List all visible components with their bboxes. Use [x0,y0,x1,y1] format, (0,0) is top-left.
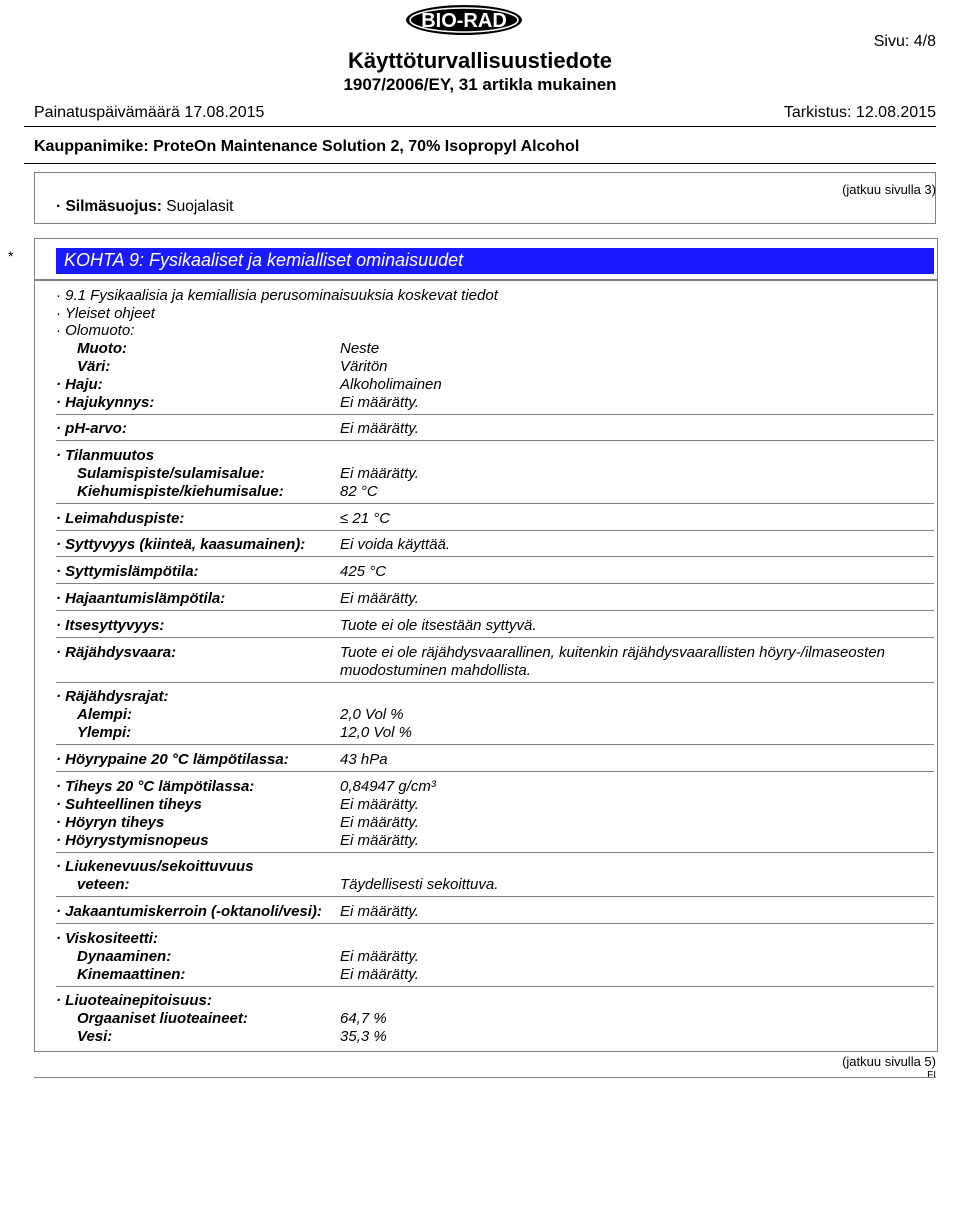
property-label: · pH-arvo: [56,420,127,437]
property-value: Ei voida käyttää. [340,536,451,553]
property-label: · Syttyvyys (kiinteä, kaasumainen): [56,536,306,553]
property-row [56,724,916,742]
property-label: · Höyrystymisnopeus [56,832,209,849]
property-value: Ei määrätty. [340,465,419,482]
property-label: · Suhteellinen tiheys [56,796,202,813]
property-value: Ei määrätty. [340,796,419,813]
property-value: Ei määrätty. [340,394,419,411]
eye-protection-value: Suojalasit [166,198,234,215]
property-value: Ei määrätty. [340,903,419,920]
property-row [56,644,916,680]
continued-from: (jatkuu sivulla 3) [842,182,936,197]
property-row [56,778,916,796]
revision-date: Tarkistus: 12.08.2015 [783,104,936,121]
property-label: Kinemaattinen: [77,966,186,983]
row-divider [56,530,934,531]
property-value: Ei määrätty. [340,814,419,831]
property-row [56,617,916,635]
row-divider [56,610,934,611]
bio-rad-logo [405,4,523,36]
row-divider [56,852,934,853]
document-subtitle: 1907/2006/EY, 31 artikla mukainen [343,75,617,94]
row-divider [56,503,934,504]
page-number: Sivu: 4/8 [873,33,936,50]
property-row [56,751,916,769]
trade-name: Kauppanimike: ProteOn Maintenance Solution 2, 70% Isopropyl Alcohol [34,138,580,155]
property-label: · Hajukynnys: [56,394,155,411]
property-row [56,590,916,608]
property-label: · Liukenevuus/sekoittuvuus [56,858,254,875]
property-row [56,287,916,305]
property-row [56,832,916,850]
property-label: veteen: [77,876,130,893]
row-divider [56,414,934,415]
property-row [56,903,916,921]
property-row [56,688,916,706]
property-row [56,358,916,376]
property-row [56,948,916,966]
row-divider [56,440,934,441]
property-label: · Höyrypaine 20 °C lämpötilassa: [56,751,289,768]
property-label: · Hajaantumislämpötila: [56,590,226,607]
property-value: 12,0 Vol % [340,724,412,741]
property-row [56,394,916,412]
row-divider [56,896,934,897]
property-value: 82 °C [340,483,378,500]
property-value: 64,7 % [340,1010,387,1027]
property-value: Väritön [340,358,388,375]
property-value: Ei määrätty. [340,832,419,849]
property-label: · Höyryn tiheys [56,814,165,831]
property-label: · Jakaantumiskerroin (-oktanoli/vesi): [56,903,322,920]
continued-on: (jatkuu sivulla 5) [842,1054,936,1069]
row-divider [56,923,934,924]
property-row [56,322,916,340]
property-row [56,563,916,581]
property-value: 2,0 Vol % [340,706,404,723]
property-label: · Itsesyttyvyys: [56,617,165,634]
revision-marker: * [8,248,14,264]
language-code: FI [927,1070,936,1081]
property-row [56,536,916,554]
property-row [56,796,916,814]
property-row [56,930,916,948]
property-value: 35,3 % [340,1028,387,1045]
row-divider [56,771,934,772]
property-label: Muoto: [77,340,127,357]
property-label: · Viskositeetti: [56,930,158,947]
property-value: Ei määrätty. [340,590,419,607]
property-row [56,447,916,465]
property-row [56,420,916,438]
property-label: · Syttymislämpötila: [56,563,199,580]
section-title: KOHTA 9: Fysikaaliset ja kemialliset ominaisuudet [64,250,464,270]
property-value: ≤ 21 °C [340,510,391,527]
row-divider [56,556,934,557]
property-row [56,376,916,394]
property-row [56,340,916,358]
property-label: · Tilanmuutos [56,447,155,464]
footer-divider [34,1077,936,1078]
property-label: Alempi: [77,706,133,723]
property-value: Ei määrätty. [340,420,419,437]
row-divider [56,583,934,584]
property-label: Väri: [77,358,111,375]
property-row [56,992,916,1010]
property-label: · Haju: [56,376,103,393]
print-date: Painatuspäivämäärä 17.08.2015 [34,104,265,121]
property-label: Sulamispiste/sulamisalue: [77,465,265,482]
property-row [56,966,916,984]
property-row [56,876,916,894]
svg-text:BIO-RAD: BIO-RAD [421,10,507,32]
trade-divider [24,163,936,164]
property-row [56,706,916,724]
property-label: · Yleiset ohjeet [56,305,155,322]
property-label: · Olomuoto: [56,322,135,339]
property-value: 425 °C [340,563,387,580]
eye-protection-label: · Silmäsuojus: [56,198,162,215]
property-row [56,858,916,876]
property-row [56,1028,916,1046]
property-label: · 9.1 Fysikaalisia ja kemiallisia perusominaisuuksia koskevat tiedot [56,287,498,304]
property-value: 43 hPa [340,751,388,768]
property-row [56,465,916,483]
property-value: 0,84947 g/cm³ [340,778,436,795]
property-row [56,814,916,832]
property-label: · Leimahduspiste: [56,510,185,527]
property-value: Tuote ei ole itsestään syttyvä. [340,617,537,634]
row-divider [56,682,934,683]
property-label: Ylempi: [77,724,132,741]
property-label: · Räjähdysrajat: [56,688,169,705]
document-title: Käyttöturvallisuustiedote [347,48,613,73]
property-label: Dynaaminen: [77,948,172,965]
property-value: Alkoholimainen [340,376,442,393]
row-divider [56,744,934,745]
property-value: Neste [340,340,380,357]
property-value: Ei määrätty. [340,948,419,965]
property-row [56,1010,916,1028]
property-value: Täydellisesti sekoittuva. [340,876,499,893]
row-divider [56,986,934,987]
property-label: Orgaaniset liuoteaineet: [77,1010,248,1027]
property-row [56,305,916,323]
row-divider [56,637,934,638]
property-value: Ei määrätty. [340,966,419,983]
header-divider [24,126,936,127]
eye-protection-row [56,198,233,216]
property-row [56,483,916,501]
property-label: Vesi: [77,1028,113,1045]
property-label: · Tiheys 20 °C lämpötilassa: [56,778,255,795]
property-label: · Liuoteainepitoisuus: [56,992,212,1009]
property-label: · Räjähdysvaara: [56,644,177,661]
property-value: Tuote ei ole räjähdysvaarallinen, kuitenkin räjähdysvaarallisten höyry-/ilmaseosten muodostuminen mahdollista. [340,644,886,679]
property-row [56,510,916,528]
property-label: Kiehumispiste/kiehumisalue: [77,483,284,500]
